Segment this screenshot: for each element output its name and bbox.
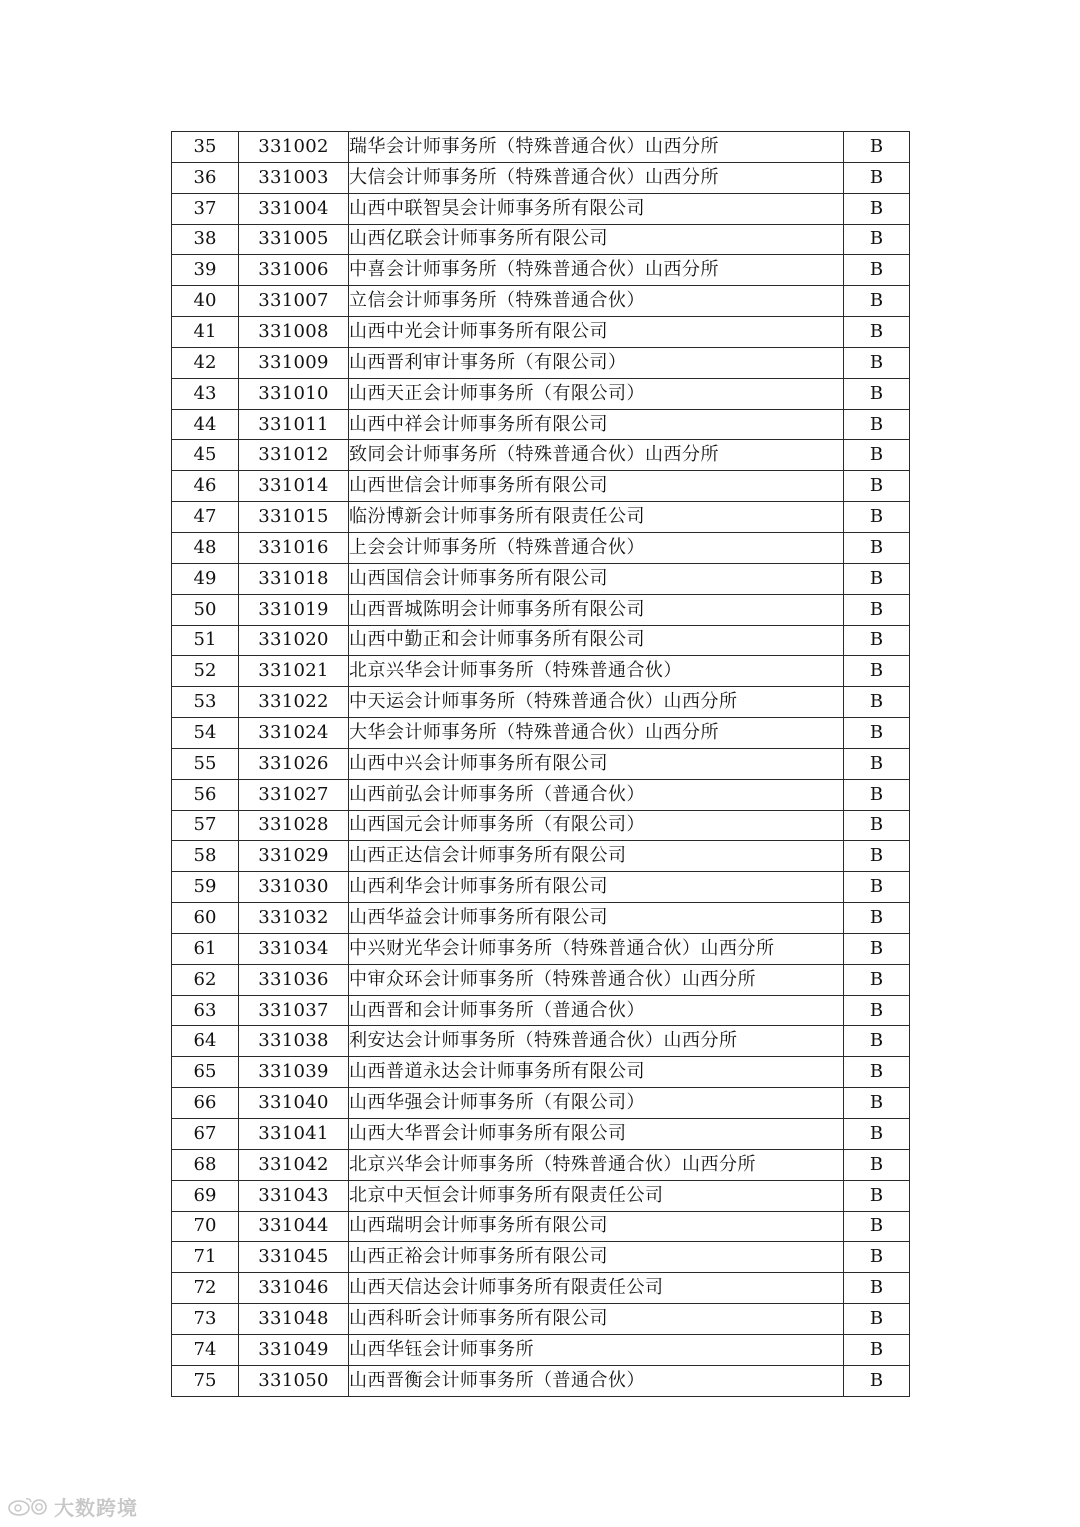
row-number-cell: 41	[172, 317, 239, 348]
watermark-text: 大数跨境	[54, 1495, 138, 1520]
firm-code-cell: 331024	[239, 718, 349, 749]
table-row	[172, 563, 910, 594]
table-row	[172, 132, 910, 163]
table-row	[172, 1026, 910, 1057]
table-row	[172, 872, 910, 903]
grade-cell: B	[844, 1242, 910, 1273]
firm-name-cell: 北京兴华会计师事务所（特殊普通合伙）山西分所	[349, 1149, 844, 1180]
grade-cell: B	[844, 687, 910, 718]
firm-code-cell: 331038	[239, 1026, 349, 1057]
grade-cell: B	[844, 563, 910, 594]
row-number-cell: 37	[172, 193, 239, 224]
grade-cell: B	[844, 718, 910, 749]
table-row	[172, 1149, 910, 1180]
firm-code-cell: 331003	[239, 162, 349, 193]
firm-name-cell: 大华会计师事务所（特殊普通合伙）山西分所	[349, 718, 844, 749]
table-row	[172, 1273, 910, 1304]
table-row	[172, 502, 910, 533]
firm-code-cell: 331004	[239, 193, 349, 224]
firm-name-cell: 山西晋城陈明会计师事务所有限公司	[349, 594, 844, 625]
firm-name-cell: 北京中天恒会计师事务所有限责任公司	[349, 1180, 844, 1211]
grade-cell: B	[844, 317, 910, 348]
table-row	[172, 1365, 910, 1396]
table-row	[172, 532, 910, 563]
row-number-cell: 47	[172, 502, 239, 533]
grade-cell: B	[844, 1211, 910, 1242]
firm-code-cell: 331040	[239, 1088, 349, 1119]
row-number-cell: 65	[172, 1057, 239, 1088]
table-row	[172, 810, 910, 841]
table-row	[172, 779, 910, 810]
firm-name-cell: 山西国信会计师事务所有限公司	[349, 563, 844, 594]
firm-code-cell: 331014	[239, 471, 349, 502]
grade-cell: B	[844, 286, 910, 317]
firm-code-cell: 331049	[239, 1334, 349, 1365]
firm-code-cell: 331002	[239, 132, 349, 163]
table-row	[172, 687, 910, 718]
grade-cell: B	[844, 903, 910, 934]
firm-rating-table	[171, 131, 910, 1397]
firm-code-cell: 331045	[239, 1242, 349, 1273]
firm-code-cell: 331029	[239, 841, 349, 872]
firm-name-cell: 利安达会计师事务所（特殊普通合伙）山西分所	[349, 1026, 844, 1057]
table-row	[172, 1119, 910, 1150]
grade-cell: B	[844, 1304, 910, 1335]
firm-name-cell: 山西科昕会计师事务所有限公司	[349, 1304, 844, 1335]
firm-code-cell: 331007	[239, 286, 349, 317]
firm-code-cell: 331009	[239, 347, 349, 378]
table-row	[172, 471, 910, 502]
firm-code-cell: 331036	[239, 964, 349, 995]
grade-cell: B	[844, 656, 910, 687]
row-number-cell: 61	[172, 933, 239, 964]
row-number-cell: 44	[172, 409, 239, 440]
firm-code-cell: 331044	[239, 1211, 349, 1242]
grade-cell: B	[844, 594, 910, 625]
table-row	[172, 162, 910, 193]
grade-cell: B	[844, 440, 910, 471]
firm-name-cell: 山西前弘会计师事务所（普通合伙）	[349, 779, 844, 810]
table-row	[172, 1304, 910, 1335]
row-number-cell: 42	[172, 347, 239, 378]
row-number-cell: 40	[172, 286, 239, 317]
table-row	[172, 995, 910, 1026]
firm-name-cell: 山西正裕会计师事务所有限公司	[349, 1242, 844, 1273]
row-number-cell: 67	[172, 1119, 239, 1150]
firm-code-cell: 331037	[239, 995, 349, 1026]
watermark	[6, 1493, 138, 1519]
firm-code-cell: 331011	[239, 409, 349, 440]
grade-cell: B	[844, 810, 910, 841]
grade-cell: B	[844, 1180, 910, 1211]
firm-code-cell: 331012	[239, 440, 349, 471]
row-number-cell: 49	[172, 563, 239, 594]
firm-name-cell: 瑞华会计师事务所（特殊普通合伙）山西分所	[349, 132, 844, 163]
table-row	[172, 625, 910, 656]
firm-name-cell: 大信会计师事务所（特殊普通合伙）山西分所	[349, 162, 844, 193]
row-number-cell: 63	[172, 995, 239, 1026]
firm-code-cell: 331021	[239, 656, 349, 687]
table-body	[172, 132, 910, 1397]
firm-code-cell: 331016	[239, 532, 349, 563]
firm-name-cell: 山西正达信会计师事务所有限公司	[349, 841, 844, 872]
firm-name-cell: 山西瑞明会计师事务所有限公司	[349, 1211, 844, 1242]
table-row	[172, 748, 910, 779]
firm-name-cell: 山西利华会计师事务所有限公司	[349, 872, 844, 903]
grade-cell: B	[844, 1273, 910, 1304]
firm-code-cell: 331027	[239, 779, 349, 810]
firm-name-cell: 山西华益会计师事务所有限公司	[349, 903, 844, 934]
firm-name-cell: 山西中勤正和会计师事务所有限公司	[349, 625, 844, 656]
table-row	[172, 255, 910, 286]
table-row	[172, 964, 910, 995]
firm-name-cell: 山西国元会计师事务所（有限公司）	[349, 810, 844, 841]
row-number-cell: 68	[172, 1149, 239, 1180]
firm-name-cell: 山西亿联会计师事务所有限公司	[349, 224, 844, 255]
firm-code-cell: 331015	[239, 502, 349, 533]
grade-cell: B	[844, 502, 910, 533]
row-number-cell: 73	[172, 1304, 239, 1335]
table-row	[172, 1211, 910, 1242]
firm-name-cell: 山西中祥会计师事务所有限公司	[349, 409, 844, 440]
table-row	[172, 378, 910, 409]
firm-code-cell: 331046	[239, 1273, 349, 1304]
firm-name-cell: 中兴财光华会计师事务所（特殊普通合伙）山西分所	[349, 933, 844, 964]
table-row	[172, 933, 910, 964]
grade-cell: B	[844, 409, 910, 440]
firm-name-cell: 山西普道永达会计师事务所有限公司	[349, 1057, 844, 1088]
firm-name-cell: 上会会计师事务所（特殊普通合伙）	[349, 532, 844, 563]
grade-cell: B	[844, 1119, 910, 1150]
row-number-cell: 60	[172, 903, 239, 934]
table-row	[172, 1242, 910, 1273]
firm-name-cell: 中天运会计师事务所（特殊普通合伙）山西分所	[349, 687, 844, 718]
row-number-cell: 36	[172, 162, 239, 193]
firm-code-cell: 331019	[239, 594, 349, 625]
grade-cell: B	[844, 378, 910, 409]
grade-cell: B	[844, 224, 910, 255]
table-row	[172, 409, 910, 440]
table-row	[172, 1088, 910, 1119]
table-row	[172, 903, 910, 934]
firm-name-cell: 北京兴华会计师事务所（特殊普通合伙）	[349, 656, 844, 687]
grade-cell: B	[844, 1057, 910, 1088]
row-number-cell: 56	[172, 779, 239, 810]
row-number-cell: 45	[172, 440, 239, 471]
firm-code-cell: 331048	[239, 1304, 349, 1335]
table-row	[172, 1057, 910, 1088]
row-number-cell: 58	[172, 841, 239, 872]
row-number-cell: 52	[172, 656, 239, 687]
row-number-cell: 46	[172, 471, 239, 502]
firm-code-cell: 331042	[239, 1149, 349, 1180]
firm-name-cell: 山西华强会计师事务所（有限公司）	[349, 1088, 844, 1119]
firm-code-cell: 331010	[239, 378, 349, 409]
table-row	[172, 718, 910, 749]
firm-name-cell: 山西天信达会计师事务所有限责任公司	[349, 1273, 844, 1304]
row-number-cell: 66	[172, 1088, 239, 1119]
row-number-cell: 57	[172, 810, 239, 841]
row-number-cell: 69	[172, 1180, 239, 1211]
row-number-cell: 59	[172, 872, 239, 903]
firm-name-cell: 山西晋和会计师事务所（普通合伙）	[349, 995, 844, 1026]
table-row	[172, 841, 910, 872]
firm-name-cell: 临汾博新会计师事务所有限责任公司	[349, 502, 844, 533]
firm-code-cell: 331026	[239, 748, 349, 779]
firm-code-cell: 331041	[239, 1119, 349, 1150]
grade-cell: B	[844, 995, 910, 1026]
grade-cell: B	[844, 933, 910, 964]
table-row	[172, 317, 910, 348]
grade-cell: B	[844, 162, 910, 193]
grade-cell: B	[844, 841, 910, 872]
grade-cell: B	[844, 532, 910, 563]
grade-cell: B	[844, 347, 910, 378]
firm-name-cell: 立信会计师事务所（特殊普通合伙）	[349, 286, 844, 317]
table-row	[172, 656, 910, 687]
grade-cell: B	[844, 1365, 910, 1396]
table-row	[172, 594, 910, 625]
firm-name-cell: 中审众环会计师事务所（特殊普通合伙）山西分所	[349, 964, 844, 995]
row-number-cell: 55	[172, 748, 239, 779]
firm-code-cell: 331050	[239, 1365, 349, 1396]
firm-code-cell: 331034	[239, 933, 349, 964]
firm-name-cell: 山西中兴会计师事务所有限公司	[349, 748, 844, 779]
row-number-cell: 39	[172, 255, 239, 286]
row-number-cell: 53	[172, 687, 239, 718]
table-row	[172, 1334, 910, 1365]
grade-cell: B	[844, 625, 910, 656]
row-number-cell: 51	[172, 625, 239, 656]
grade-cell: B	[844, 872, 910, 903]
row-number-cell: 70	[172, 1211, 239, 1242]
firm-name-cell: 山西中联智昊会计师事务所有限公司	[349, 193, 844, 224]
grade-cell: B	[844, 132, 910, 163]
grade-cell: B	[844, 1088, 910, 1119]
firm-name-cell: 山西晋衡会计师事务所（普通合伙）	[349, 1365, 844, 1396]
firm-name-cell: 山西世信会计师事务所有限公司	[349, 471, 844, 502]
row-number-cell: 54	[172, 718, 239, 749]
grade-cell: B	[844, 748, 910, 779]
row-number-cell: 38	[172, 224, 239, 255]
firm-code-cell: 331018	[239, 563, 349, 594]
table-row	[172, 1180, 910, 1211]
row-number-cell: 75	[172, 1365, 239, 1396]
firm-name-cell: 山西华钰会计师事务所	[349, 1334, 844, 1365]
firm-name-cell: 山西晋利审计事务所（有限公司）	[349, 347, 844, 378]
table-row	[172, 224, 910, 255]
table-row	[172, 286, 910, 317]
firm-code-cell: 331032	[239, 903, 349, 934]
firm-code-cell: 331006	[239, 255, 349, 286]
row-number-cell: 64	[172, 1026, 239, 1057]
firm-code-cell: 331022	[239, 687, 349, 718]
grade-cell: B	[844, 964, 910, 995]
firm-code-cell: 331005	[239, 224, 349, 255]
table-row	[172, 440, 910, 471]
row-number-cell: 72	[172, 1273, 239, 1304]
grade-cell: B	[844, 1026, 910, 1057]
row-number-cell: 43	[172, 378, 239, 409]
table-row	[172, 347, 910, 378]
firm-code-cell: 331030	[239, 872, 349, 903]
firm-code-cell: 331028	[239, 810, 349, 841]
row-number-cell: 48	[172, 532, 239, 563]
row-number-cell: 74	[172, 1334, 239, 1365]
grade-cell: B	[844, 255, 910, 286]
firm-code-cell: 331020	[239, 625, 349, 656]
firm-name-cell: 山西大华晋会计师事务所有限公司	[349, 1119, 844, 1150]
firm-name-cell: 中喜会计师事务所（特殊普通合伙）山西分所	[349, 255, 844, 286]
row-number-cell: 35	[172, 132, 239, 163]
firm-name-cell: 山西中光会计师事务所有限公司	[349, 317, 844, 348]
grade-cell: B	[844, 1334, 910, 1365]
grade-cell: B	[844, 193, 910, 224]
firm-code-cell: 331043	[239, 1180, 349, 1211]
firm-code-cell: 331039	[239, 1057, 349, 1088]
table-row	[172, 193, 910, 224]
row-number-cell: 71	[172, 1242, 239, 1273]
grade-cell: B	[844, 471, 910, 502]
grade-cell: B	[844, 1149, 910, 1180]
firm-name-cell: 致同会计师事务所（特殊普通合伙）山西分所	[349, 440, 844, 471]
row-number-cell: 50	[172, 594, 239, 625]
weibo-logo-icon	[6, 1494, 50, 1518]
firm-code-cell: 331008	[239, 317, 349, 348]
firm-name-cell: 山西天正会计师事务所（有限公司）	[349, 378, 844, 409]
row-number-cell: 62	[172, 964, 239, 995]
grade-cell: B	[844, 779, 910, 810]
